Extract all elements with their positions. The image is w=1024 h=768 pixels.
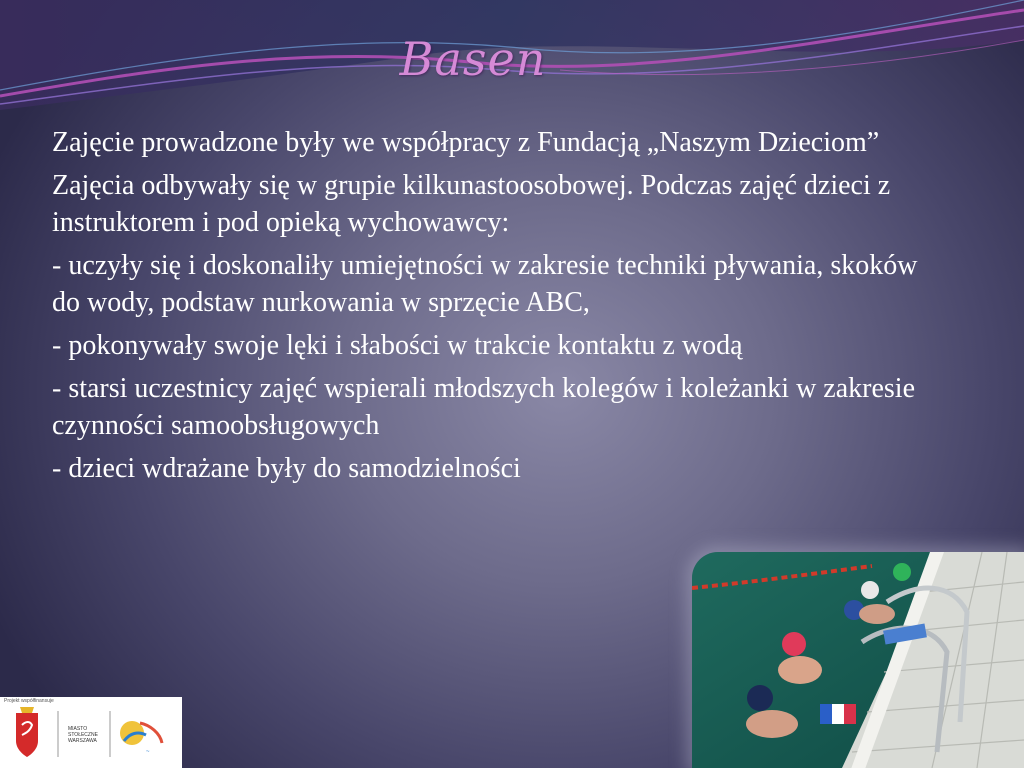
slide-title: Basen xyxy=(399,32,547,86)
paragraph: Zajęcia odbywały się w grupie kilkunastoosobowej. Podczas zajęć dzieci z instruktorem i pod opieką wychowawcy: xyxy=(52,170,891,238)
svg-text:~: ~ xyxy=(146,749,150,755)
paragraph: - uczyły się i doskonaliły umiejętności w zakresie techniki pływania, skoków do wody, podstaw nurkowania w sprzęcie ABC, xyxy=(52,250,918,318)
slide-body xyxy=(52,124,952,493)
paragraph: - starsi uczestnicy zajęć wspierali młodszych kolegów i koleżanki w zakresie czynności samoobsługowych xyxy=(52,373,916,441)
paragraph: Zajęcie prowadzone były we współpracy z Fundacją „Naszym Dzieciom” xyxy=(52,127,880,158)
sponsor-caption: Projekt współfinansuje xyxy=(4,698,54,704)
paragraph: - pokonywały swoje lęki i słabości w trakcie kontaktu z wodą xyxy=(52,330,743,361)
paragraph: - dzieci wdrażane były do samodzielności xyxy=(52,453,521,484)
city-logo-text: MIASTO STOŁECZNE WARSZAWA xyxy=(68,726,98,744)
swimming-pool-photo xyxy=(692,552,1024,768)
